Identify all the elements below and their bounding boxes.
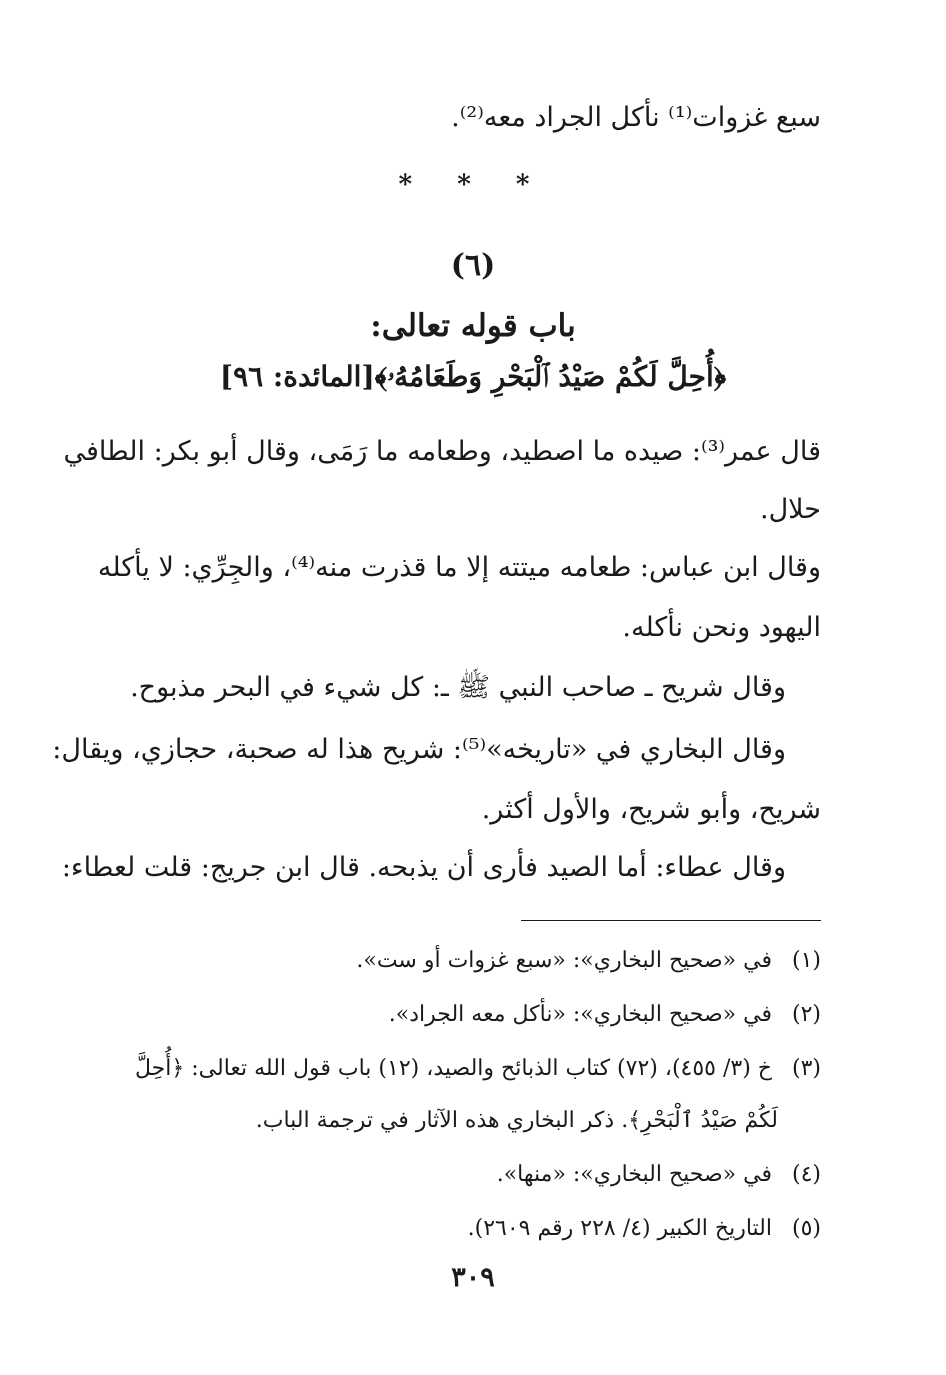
footnote-text: التاريخ الكبير (٤/ ٢٢٨ رقم ٢٦٠٩).: [467, 1216, 772, 1241]
footnote-text: في «صحيح البخاري»: «نأكل معه الجراد».: [388, 1002, 772, 1027]
body-line: اليهود ونحن نأكله.: [622, 612, 821, 643]
footnote-number: (٣): [791, 1056, 821, 1081]
body-line: وقال عطاء: أما الصيد فأرى أن يذبحه. قال ابن جريج: قلت لعطاء:: [61, 852, 786, 883]
body-line: وقال شريح ـ صاحب النبي ﷺ ـ: كل شيء في البحر مذبوح.: [130, 672, 786, 703]
chapter-number: (٦): [450, 248, 496, 283]
section-separator: * * *: [398, 170, 548, 200]
page-number: ٣٠٩: [451, 1262, 495, 1293]
top-line: سبع غزوات⁽¹⁾ نأكل الجراد معه⁽²⁾.: [451, 102, 821, 133]
chapter-verse: ﴿أُحِلَّ لَكُمْ صَيْدُ ٱلْبَحْرِ وَطَعَامُهُۥ﴾[المائدة: ٩٦]: [219, 360, 727, 393]
footnote-number: (١): [791, 948, 821, 973]
footnote-text: في «صحيح البخاري»: «سبع غزوات أو ست».: [356, 948, 772, 973]
footnote-2: [110, 998, 821, 1032]
footnote-text: لَكُمْ صَيْدُ ٱلْبَحْرِ﴾. ذكر البخاري هذه الآثار في ترجمة الباب.: [255, 1108, 778, 1133]
chapter-title: باب قوله تعالى:: [370, 308, 576, 344]
footnote-4: [110, 1158, 821, 1192]
body-line: قال عمر⁽³⁾: صيده ما اصطيد، وطعامه ما رَمَى، وقال أبو بكر: الطافي: [63, 436, 821, 467]
footnote-1: [110, 944, 821, 978]
footnote-text: خ (٣/ ٤٥٥)، (٧٢) كتاب الذبائح والصيد، (١٢) باب قول الله تعالى: ﴿أُحِلَّ: [134, 1056, 772, 1081]
footnote-text: في «صحيح البخاري»: «منها».: [496, 1162, 772, 1187]
body-line: وقال البخاري في «تاريخه»⁽⁵⁾: شريح هذا له صحبة، حجازي، ويقال:: [52, 734, 786, 765]
footnote-divider: [521, 920, 821, 921]
footnote-number: (٢): [791, 1002, 821, 1027]
footnote-number: (٥): [791, 1216, 821, 1241]
footnote-3-continued: [110, 1104, 778, 1138]
body-line: حلال.: [759, 494, 821, 525]
body-line: شريح، وأبو شريح، والأول أكثر.: [481, 794, 821, 825]
body-line: وقال ابن عباس: طعامه ميتته إلا ما قذرت منه⁽⁴⁾، والجِرِّي: لا يأكله: [97, 552, 821, 583]
footnote-3: [110, 1052, 821, 1086]
footnote-5: [110, 1212, 821, 1246]
footnote-number: (٤): [791, 1162, 821, 1187]
